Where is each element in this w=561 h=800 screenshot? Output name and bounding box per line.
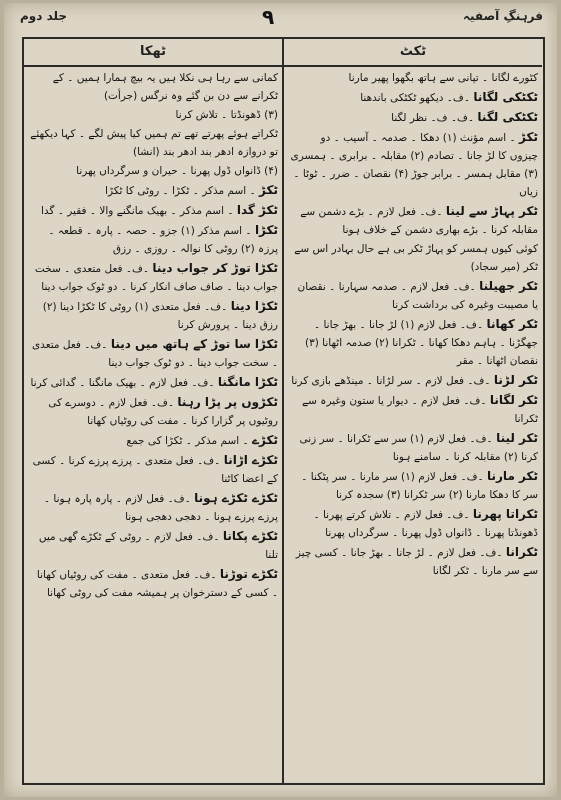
dictionary-entry bbox=[30, 201, 278, 220]
entry-definition: ۔ف۔ فعل لازم ۔ تلاش کرتے پھرنا ۔ ڈھونڈتا پھرنا ۔ ڈانواں ڈول پھرنا ۔ سرگرداں پھرنا bbox=[313, 509, 538, 539]
dictionary-entry bbox=[290, 202, 538, 239]
entry-headword: ٹکڑا سا توڑ کے ہاتھ میں دینا bbox=[110, 337, 278, 351]
dictionary-entry bbox=[30, 259, 278, 296]
entry-definition: (۴) ڈانواں ڈول پھرنا ۔ حیران و سرگرداں پھرنا bbox=[76, 165, 278, 177]
entry-headword: ٹکڑے ٹکڑے ہونا bbox=[194, 491, 278, 505]
page bbox=[4, 3, 557, 797]
entry-definition: ۔ف۔ فعل لازم ۔ دیوار یا ستون وغیرہ سے ٹکرانا bbox=[302, 395, 538, 425]
volume-label: جلد دوم bbox=[20, 9, 68, 23]
dictionary-entry bbox=[290, 391, 538, 428]
entry-definition: ٹکراتے ہوئے پھرتے تھے تم ہمیں کیا پیش لگے ۔ کہا دیکھئے تو دروازہ ادھر بند ادھر بند (انشا) bbox=[30, 128, 278, 158]
entry-headword: ٹکراتا پھرنا bbox=[472, 507, 538, 521]
dictionary-entry bbox=[30, 565, 278, 602]
entry-definition: ۔ اسم مذکر ۔ ٹکڑا ۔ روٹی کا ٹکڑا bbox=[105, 185, 256, 197]
right-column bbox=[290, 69, 538, 777]
dictionary-entry bbox=[290, 240, 538, 276]
entry-definition: ۔ف۔ فعل متعدی ۔ سخت جواب دینا ۔ صاف صاف انکار کرنا ۔ دو ٹوک جواب دینا bbox=[34, 263, 278, 293]
entry-definition: ۔ف۔ فعل لازم (۱) لڑ جانا ۔ بھڑ جانا ۔ جھگڑنا ۔ ہاہم دھکا کھانا ۔ ٹکرانا (۲) صدمہ اٹھانا (۳) نقصان اٹھانا ۔ مقر bbox=[304, 319, 538, 367]
entry-headword: ٹکر جھیلنا bbox=[479, 279, 538, 293]
entry-headword: ٹکڑ bbox=[519, 130, 538, 144]
dictionary-entry bbox=[30, 393, 278, 430]
dictionary-entry bbox=[290, 88, 538, 107]
dictionary-entry bbox=[290, 69, 538, 87]
entry-headword: ٹکر لڑنا bbox=[493, 373, 538, 387]
dictionary-entry bbox=[30, 125, 278, 161]
entry-definition: (۳) ڈھونڈتا ۔ تلاش کرنا bbox=[175, 109, 278, 121]
dictionary-entry bbox=[30, 106, 278, 124]
entry-headword: ٹکڑوں پر پڑا رہنا bbox=[177, 395, 278, 409]
dictionary-entry bbox=[290, 505, 538, 542]
right-column-heading: ٹکٹ bbox=[284, 39, 542, 67]
entry-headword: ٹکر پہاڑ سے لینا bbox=[445, 204, 538, 218]
page-number: ۹ bbox=[262, 5, 275, 29]
entry-definition: ۔ف۔ فعل لازم ۔ بڑے دشمن سے مقابلہ کرنا ۔ بڑے بھاری دشمن کے خلاف ہونا bbox=[300, 206, 538, 236]
entry-headword: ٹکٹکی لگانا bbox=[473, 90, 538, 104]
dictionary-entry bbox=[30, 69, 278, 105]
entry-definition: کمانی سے رہا ہی نکلا ہیں یہ بیچ ہمارا ہمیں ۔ کے ٹکرانے سے دن بن گئے وہ نرگس (جرأت) bbox=[52, 72, 278, 102]
entry-definition: ۔ف۔ فعل متعدی ۔ پرزے پرزے کرنا ۔ کسی کے اعضا کاٹنا bbox=[32, 455, 278, 485]
dictionary-entry bbox=[30, 373, 278, 392]
entry-definition: ۔ف۔ فعل لازم ۔ بھیک مانگنا ۔ گدائی کرنا bbox=[30, 377, 215, 389]
entry-headword: ٹکڑے پکانا bbox=[222, 529, 278, 543]
dictionary-entry bbox=[30, 431, 278, 450]
dictionary-entry bbox=[30, 489, 278, 526]
entry-headword: ٹکڑ گدا bbox=[236, 203, 278, 217]
entry-definition: ۔ف۔ فعل لازم ۔ دوسرے کی روٹیوں پر گزارا کرنا ۔ مفت کی روٹیاں کھانا bbox=[48, 397, 278, 427]
entry-definition: ۔ف۔ فعل لازم (۱) سر مارنا ۔ سر پٹکنا ۔ سر کا دھکا مارنا (۲) سر ٹکرانا (۳) سجدہ کرنا bbox=[301, 471, 538, 501]
dictionary-entry bbox=[290, 277, 538, 314]
entry-headword: ٹکڑے توڑنا bbox=[219, 567, 278, 581]
entry-definition: کٹورے لگانا ۔ تپانی سے ہاتھ بگھوا پھیر مارنا bbox=[348, 72, 538, 84]
entry-headword: ٹکڑ bbox=[259, 183, 278, 197]
entry-definition: ۔ف۔ فعل متعدی (۱) روٹی کا ٹکڑا دینا (۲) رزق دینا ۔ پرورش کرنا bbox=[42, 301, 278, 331]
entry-headword: ٹکرانا bbox=[505, 545, 538, 559]
entry-definition: ۔ف۔ فعل متعدی ۔ مفت کی روٹیاں کھانا ۔ کسی کے دسترخوان پر ہمیشہ مفت کی روٹی کھانا bbox=[36, 569, 278, 599]
entry-headword: ٹکٹکی لگنا bbox=[477, 110, 538, 124]
dictionary-entry bbox=[30, 162, 278, 180]
dictionary-entry bbox=[30, 335, 278, 372]
entry-definition: ۔ف۔ فعل لازم (۱) سر سے ٹکرانا ۔ سر زنی کرنا (۲) مقابلہ کرنا ۔ سامنے ہونا bbox=[299, 433, 538, 463]
left-column bbox=[30, 69, 278, 777]
entry-headword: ٹکڑا مانگنا bbox=[217, 375, 278, 389]
entry-headword: ٹکر لینا bbox=[496, 431, 538, 445]
entry-headword: ٹکر مارنا bbox=[487, 469, 538, 483]
book-title: فرہنگِ آصفیہ bbox=[463, 9, 543, 23]
entry-headword: ٹکڑا دینا bbox=[230, 299, 278, 313]
entry-headword: ٹکڑا توڑ کر جواب دینا bbox=[152, 261, 278, 275]
dictionary-entry bbox=[290, 315, 538, 370]
entry-definition: ۔ف۔ ف۔ نظر لگنا bbox=[391, 112, 475, 124]
entry-definition: کوئی کیوں ہمسر کو پہاڑ ٹکر بی ہے حال بہادر اس سے ٹکر (میر سجاد) bbox=[294, 243, 538, 273]
entry-headword: ٹکر کھانا bbox=[486, 317, 538, 331]
page-header bbox=[4, 3, 557, 37]
entry-definition: ۔ف۔ فعل متعدی ۔ سخت جواب دینا ۔ دو ٹوک جواب دینا bbox=[31, 339, 278, 369]
dictionary-entry bbox=[30, 221, 278, 258]
entry-headword: ٹکڑا bbox=[254, 223, 278, 237]
entry-definition: ۔ اسم مذکر ۔ بھیک مانگنے والا ۔ فقیر ۔ گدا bbox=[40, 205, 234, 217]
dictionary-entry bbox=[30, 297, 278, 334]
column-divider bbox=[282, 39, 284, 783]
dictionary-entry bbox=[30, 451, 278, 488]
entry-definition: ۔ اسم مذکر ۔ ٹکڑا کی جمع bbox=[126, 435, 249, 447]
dictionary-entry bbox=[290, 543, 538, 580]
page-frame bbox=[22, 37, 545, 785]
entry-definition: ۔ اسم مذکر (۱) جزو ۔ حصہ ۔ پارہ ۔ قطعہ ۔ پرزہ (۲) روٹی کا نوالہ ۔ روزی ۔ رزق bbox=[48, 225, 278, 255]
dictionary-entry bbox=[290, 371, 538, 390]
entry-definition: ۔ف۔ فعل لازم ۔ لڑ جانا ۔ بھڑ جانا ۔ کسی چیز سے سر مارنا ۔ ٹکر لگانا bbox=[295, 547, 538, 577]
entry-definition: ۔ اسم مؤنث (۱) دھکا ۔ صدمہ ۔ آسیب ۔ دو چیزوں کا لڑ جانا ۔ تصادم (۲) مقابلہ ۔ برابری ۔ ہمسری (۳) مقابل ہمسر ۔ برابر جوڑ (۴) نقصان ۔ ضرر ۔ ٹوٹا ۔ زیاں bbox=[290, 132, 538, 198]
entry-definition: ۔ف۔ فعل لازم ۔ روٹی کے ٹکڑے گھی میں تلنا bbox=[38, 531, 278, 561]
dictionary-entry bbox=[290, 467, 538, 504]
dictionary-entry bbox=[30, 527, 278, 564]
entry-headword: ٹکڑے اڑانا bbox=[223, 453, 278, 467]
entry-definition: ۔ف۔ فعل لازم ۔ سر لڑانا ۔ مینڈھے بازی کرنا bbox=[291, 375, 491, 387]
dictionary-entry bbox=[30, 181, 278, 200]
entry-headword: ٹکر لگانا bbox=[489, 393, 538, 407]
entry-definition: ۔ف۔ دیکھو ٹکٹکی باندھنا bbox=[360, 92, 470, 104]
entry-headword: ٹکڑے bbox=[252, 433, 278, 447]
dictionary-entry bbox=[290, 128, 538, 201]
dictionary-entry bbox=[290, 429, 538, 466]
entry-definition: ۔ف۔ فعل لازم ۔ صدمہ سہارنا ۔ نقصان یا مصیبت وغیرہ کی برداشت کرنا bbox=[297, 281, 538, 311]
left-column-heading: ٹھکا bbox=[24, 39, 282, 67]
dictionary-entry bbox=[290, 108, 538, 127]
entry-definition: ۔ف۔ فعل لازم ۔ پارہ پارہ ہونا ۔ پرزے پرزے ہونا ۔ دھجی دھجی ہونا bbox=[43, 493, 278, 523]
